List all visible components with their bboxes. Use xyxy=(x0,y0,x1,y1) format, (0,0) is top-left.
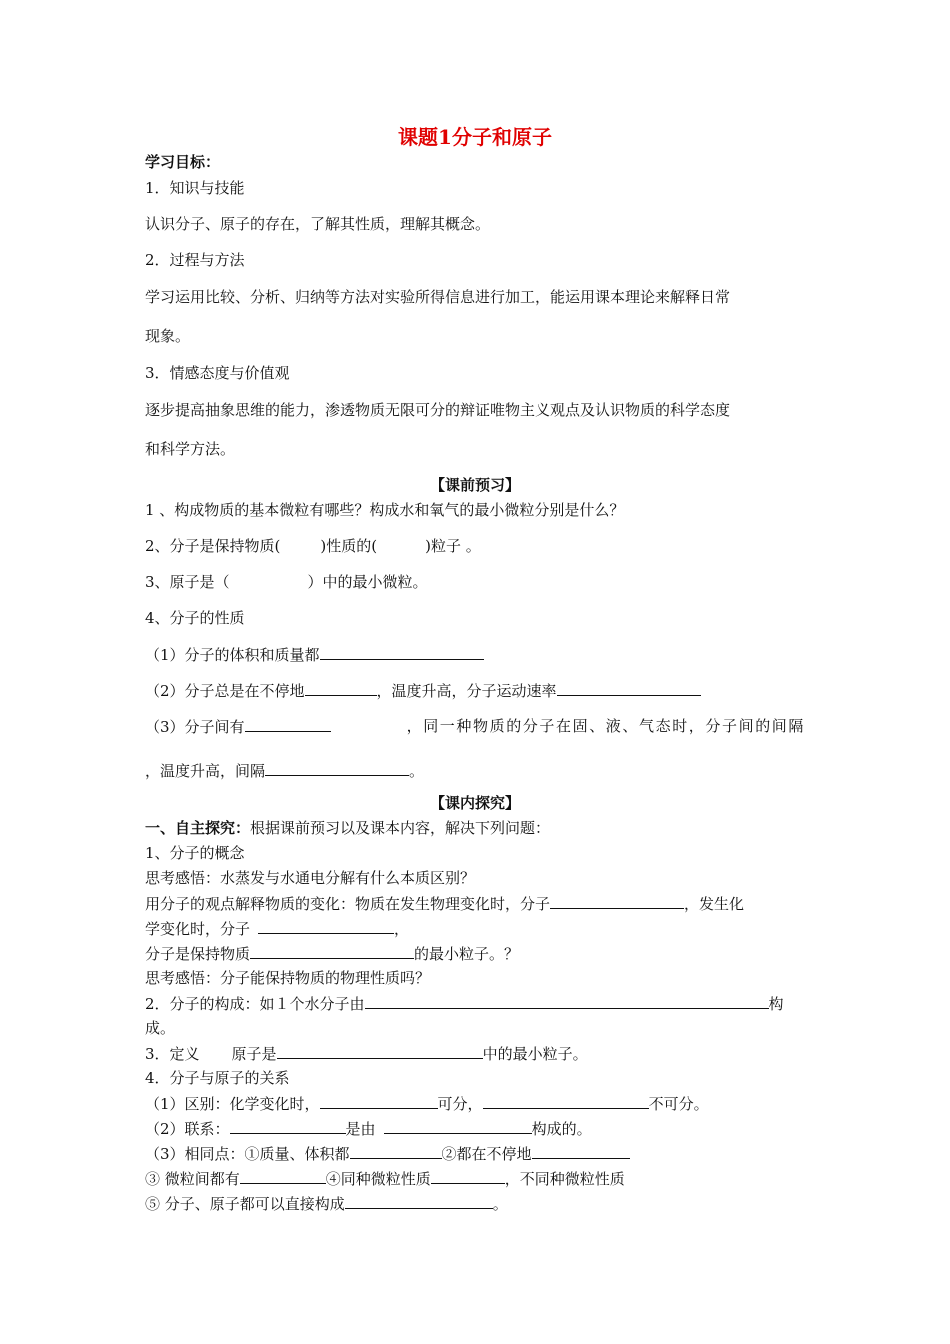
objectives-heading: 学习目标： xyxy=(145,153,221,171)
q4-2-text-a: （2）分子总是在不停地 xyxy=(145,682,305,700)
explore-p6: 思考感悟：分子能保持物质的物理性质吗？ xyxy=(145,969,431,987)
explore-p8: 成。 xyxy=(145,1019,176,1037)
page-title: 课题1分子和原子 xyxy=(398,125,552,149)
q2-part-a: 2、分子是保持物质( xyxy=(145,537,281,555)
p14-text-b: ④同种微粒性质 xyxy=(325,1170,431,1188)
p15-text-a: ⑤ 分子、原子都可以直接构成 xyxy=(145,1195,345,1213)
q4-2-text-b: ，温度升高，分子运动速率 xyxy=(376,682,557,700)
q4-2-blank-1 xyxy=(305,680,377,696)
explore-p4 xyxy=(145,918,409,939)
p5-text-a: 分子是保持物质 xyxy=(145,945,251,963)
preview-question-4-3-cont xyxy=(145,760,424,781)
p14-text-c: ，不同种微粒性质 xyxy=(504,1170,625,1188)
p9-text-b: 原子是 xyxy=(231,1045,277,1063)
explore-p9 xyxy=(145,1043,588,1064)
preview-question-2 xyxy=(145,536,481,556)
q2-part-c: )粒子 。 xyxy=(425,537,481,555)
explore-p5 xyxy=(145,943,519,964)
explore-heading: 【课内探究】 xyxy=(429,794,520,812)
objective-3-title: 3．情感态度与价值观 xyxy=(145,364,290,382)
p11-text-b: 可分， xyxy=(437,1095,483,1113)
p13-blank-2 xyxy=(532,1143,630,1159)
p11-blank-2 xyxy=(483,1093,649,1109)
p14-blank-2 xyxy=(431,1168,505,1184)
preview-question-3 xyxy=(145,572,428,592)
p9-blank xyxy=(277,1043,483,1059)
p3-text-b: ，发生化 xyxy=(684,895,745,913)
preview-question-4-1 xyxy=(145,644,484,665)
p15-text-b: 。 xyxy=(492,1195,508,1213)
objective-1-text: 认识分子、原子的存在，了解其性质，理解其概念。 xyxy=(145,215,491,233)
p9-text-c: 中的最小粒子。 xyxy=(482,1045,588,1063)
q4-1-blank xyxy=(320,644,484,660)
p3-text-a: 用分子的观点解释物质的变化：物质在发生物理变化时，分子 xyxy=(145,895,551,913)
explore-p13 xyxy=(145,1143,630,1164)
q3-part-b: ）中的最小微粒。 xyxy=(307,573,428,591)
preview-question-4: 4、分子的性质 xyxy=(145,609,245,627)
objective-2-title: 2．过程与方法 xyxy=(145,251,245,269)
explore-p7 xyxy=(145,993,784,1014)
p11-text-c: 不可分。 xyxy=(648,1095,709,1113)
q4-3-text-b: ，同一种物质的分子在固、液、气态时，分子间的间隔 xyxy=(406,717,805,735)
p12-blank-2 xyxy=(384,1118,532,1134)
p4-text-a: 学变化时，分子 xyxy=(145,920,251,938)
explore-p15 xyxy=(145,1193,508,1214)
q4-1-text: （1）分子的体积和质量都 xyxy=(145,646,320,664)
p4-blank xyxy=(258,918,394,934)
p5-blank xyxy=(250,943,414,959)
p9-text-a: 3．定义 xyxy=(145,1045,200,1063)
preview-question-4-2 xyxy=(145,680,701,701)
objective-1-title: 1．知识与技能 xyxy=(145,179,245,197)
objective-3-text-cont: 和科学方法。 xyxy=(145,440,236,458)
p7-blank xyxy=(365,993,769,1009)
explore-p3 xyxy=(145,893,744,914)
p13-text-a: （3）相同点：①质量、体积都 xyxy=(145,1145,350,1163)
objective-2-text-cont: 现象。 xyxy=(145,327,191,345)
q3-part-a: 3、原子是（ xyxy=(145,573,230,591)
p14-text-a: ③ 微粒间都有 xyxy=(145,1170,240,1188)
q4-3-text-a-wrap xyxy=(145,716,331,737)
q4-3-blank-2 xyxy=(265,760,409,776)
p12-text-b: 是由 xyxy=(345,1120,376,1138)
p13-blank-1 xyxy=(350,1143,442,1159)
q4-3-text-d: 。 xyxy=(409,762,425,780)
objective-3-text: 逐步提高抽象思维的能力，渗透物质无限可分的辩证唯物主义观点及认识物质的科学态度 xyxy=(145,401,731,419)
preview-question-1: 1 、构成物质的基本微粒有哪些？构成水和氧气的最小微粒分别是什么？ xyxy=(145,501,625,519)
explore-p10: 4．分子与原子的关系 xyxy=(145,1069,290,1087)
p7-text-b: 构 xyxy=(768,995,784,1013)
explore-p12 xyxy=(145,1118,592,1139)
p3-blank xyxy=(550,893,684,909)
explore-p2: 思考感悟：水蒸发与水通电分解有什么本质区别？ xyxy=(145,869,476,887)
p11-blank-1 xyxy=(320,1093,438,1109)
p12-text-c: 构成的。 xyxy=(531,1120,592,1138)
explore-p14 xyxy=(145,1168,625,1189)
p12-blank-1 xyxy=(230,1118,346,1134)
p15-blank xyxy=(345,1193,493,1209)
explore-p11 xyxy=(145,1093,709,1114)
explore-sub-text: 根据课前预习以及课本内容，解决下列问题： xyxy=(250,819,551,837)
p14-blank xyxy=(240,1168,326,1184)
q4-3-blank-1 xyxy=(245,716,331,732)
explore-p1: 1、分子的概念 xyxy=(145,844,245,862)
q2-part-b: )性质的( xyxy=(320,537,378,555)
p7-text-a: 2．分子的构成：如１个水分子由 xyxy=(145,995,365,1013)
preview-heading: 【课前预习】 xyxy=(429,476,520,494)
p5-text-b: 的最小粒子。？ xyxy=(414,945,520,963)
explore-subheading xyxy=(145,818,550,838)
objective-2-text: 学习运用比较、分析、归纳等方法对实验所得信息进行加工，能运用课本理论来解释日常 xyxy=(145,288,731,306)
q4-3-text-a: （3）分子间有 xyxy=(145,718,245,736)
p13-text-b: ②都在不停地 xyxy=(441,1145,532,1163)
explore-sub-bold: 一、自主探究： xyxy=(145,819,251,837)
q4-3-text-c: ，温度升高，间隔 xyxy=(145,762,266,780)
p11-text-a: （1）区别：化学变化时， xyxy=(145,1095,320,1113)
p4-text-b: ， xyxy=(394,920,410,938)
q4-2-blank-2 xyxy=(557,680,701,696)
preview-question-4-3 xyxy=(145,716,805,737)
p12-text-a: （2）联系： xyxy=(145,1120,230,1138)
